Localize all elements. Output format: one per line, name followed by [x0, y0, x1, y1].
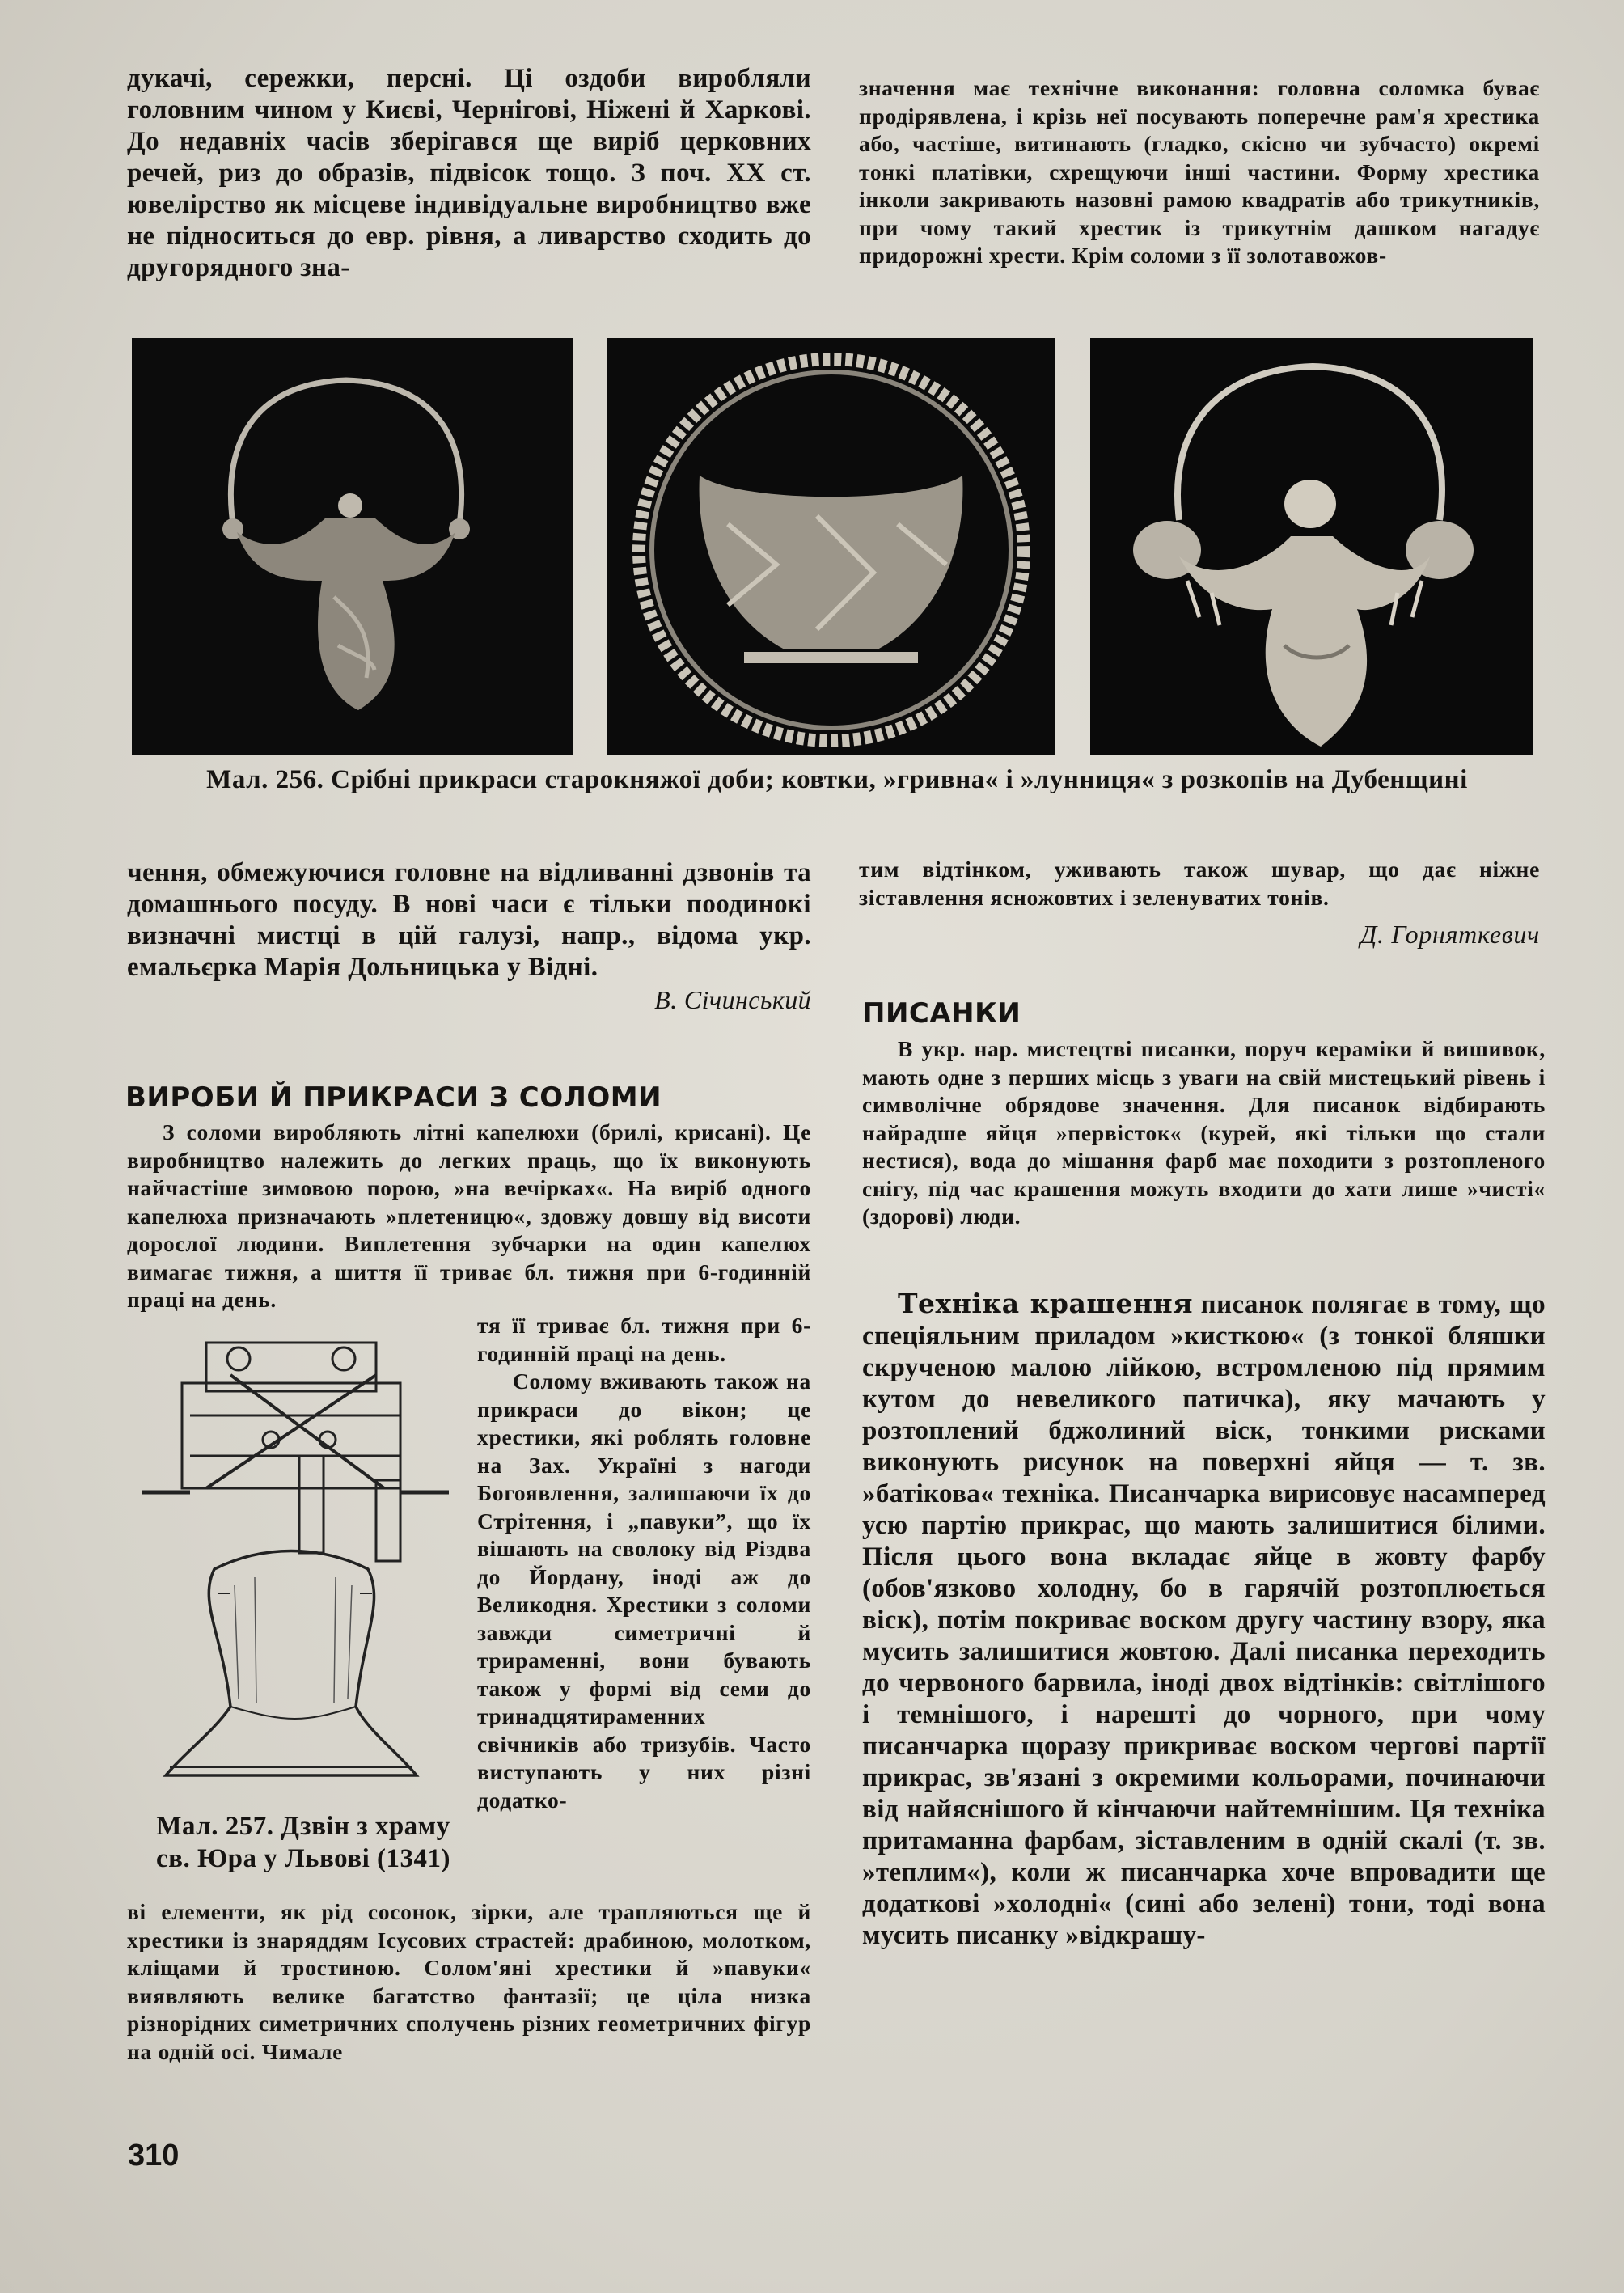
page-number: 310	[128, 2139, 180, 2172]
text-straw-narrow	[477, 1312, 811, 1814]
paragraph: Солому вживають також на прикраси до вікон; це хрестики, які роблять головне на Зах. Україні з нагоди Богоявлення, залишаючи їх до Стрітення, і „павуки”, що їх вішають на сволоку від Різдва до Йордану, іноді аж до Великодня. Хрестики з соломи завжди симетричні й трираменні, вони бувають також у формі від семи до тринадцятираменних свічників або тризубів. Часто виступають у них різні додатко-	[477, 1369, 811, 1813]
paragraph: дукачі, сережки, персні. Ці оздоби виробляли головним чином у Києві, Чернігові, Ніжені й Харкові. До недавніх часів зберігався ще виріб церковних речей, риз до образів, підвісок тощо. З поч. XX ст. ювелірство як місцеве індивідуальне виробництво вже не підноситься до евр. рівня, а ливарство сходить до другорядного зна-	[127, 64, 811, 282]
paragraph: чення, обмежуючися головне на відливанні дзвонів та домашнього посуду. В нові часи є тільки поодинокі визначні мистці в цій галузі, напр., відома укр. емальєрка Марія Дольницька у Відні.	[127, 858, 811, 982]
text-pysanky-intro	[862, 1035, 1546, 1231]
text-column-mid-left	[127, 857, 811, 1016]
text-column-mid-right	[859, 856, 1540, 950]
text-column-top-left	[127, 63, 811, 284]
section-heading-straw: ВИРОБИ Й ПРИКРАСИ З СОЛОМИ	[125, 1081, 662, 1114]
paragraph	[862, 1288, 1546, 1952]
paragraph: тим відтінком, уживають також шувар, що дає ніжне зіставлення ясножовтих і зеленуватих тонів.	[859, 857, 1540, 910]
author-signature: В. Січинський	[654, 985, 811, 1014]
photo-earring-1	[132, 338, 573, 755]
text-column-top-right	[859, 74, 1540, 270]
bold-term: Техніка крашення	[898, 1288, 1194, 1319]
paragraph-body: писанок полягає в тому, що спеціяльним приладом »кисткою« (з тонкої бляшки скрученою малою лійкою, встромленою під прямим кутом до невеликого патичка), яку мачають у розтоплений бджолиний віск, тонкими рисками виконують рисунок на поверхні яйця — т. зв. »батікова« техніка. Писанчарка вирисовує насамперед усю партію прикрас, що мають залишитися білими. Після цього вона вкладає яйце в жовту фарбу (обов'язково холодну, бо в гарячій розтоплюється віск), потім покриває воском другу частину взору, яка мусить залишитися жовтою. Далі писанка переходить до червоного барвила, іноді двох відтінків: світлішого і темнішого, і нарешті до чорного, при чому писанчарка щоразу прикриває воском чергові партії прикрас, зв'язані з окремими кольорами, починаючи від найяснішого й кінчаючи найтемнішим. Ця техніка притаманна фарбам, зіставленим в одній скалі (т. зв. »теплим«), коли ж писанчарка хоче впровадити ще додаткові »холодні« (сині або зелені) тони, тоді вона мусить писанку »відкрашу-	[862, 1290, 1546, 1950]
figure-256-caption: Мал. 256. Срібні прикраси старокняжої доби; ковтки, »гривна« і »лунниця« з розкопів на Дубенщині	[206, 765, 1468, 794]
author-signature: Д. Горняткевич	[1360, 920, 1540, 949]
paragraph: ві елементи, як рід сосонок, зірки, але трапляються ще й хрестики із знаряддям Ісусових страстей: драбиною, молотком, кліщами й тростиною. Солом'яні хрестики й »павуки« виявляють велике багатство фантазії; це ціла низка різнорідних симетричних сполучень різних геометричних фігур на одній осі. Чимале	[127, 1899, 811, 2064]
paragraph: В укр. нар. мистецтві писанки, поруч кераміки й вишивок, мають одне з перших місць з уваги на свій мистецький рівень і символічне обрядове значення. Для писанок відбирають найрадше яйця »первісток« (курей, які тільки що стали нестися), вода до мішання фарб має походити з розтопленого снігу, під час крашення можуть входити до хати лише »чисті« (здорові) люди.	[862, 1036, 1546, 1229]
figure-257-bell-drawing	[142, 1326, 465, 1804]
figure-257-caption: Мал. 257. Дзвін з храму св. Юра у Львові (1341)	[155, 1812, 450, 1873]
photo-hryvna	[607, 338, 1055, 755]
photo-earring-2	[1090, 338, 1533, 755]
text-straw-intro	[127, 1119, 811, 1314]
text-pysanky-main	[862, 1288, 1546, 1952]
paragraph: тя її триває бл. тижня при 6-годинній праці на день.	[477, 1313, 811, 1366]
paragraph: З соломи виробляють літні капелюхи (брилі, крисані). Це виробництво належить до легких праць, що їх виконують найчастіше зимовою порою, »на вечірках«. На виріб одного капелюха призначають »плетеницю«, здовжу довшу від висоти дорослої людини. Виплетення зубчарки на один капелюх вимагає тижня, а шиття її триває бл. тижня при 6-годинній праці на день.	[127, 1119, 811, 1312]
paragraph: значення має технічне виконання: головна соломка буває продірявлена, і крізь неї посувають поперечне рам'я хрестика або, частіше, витинають (гладко, скісно чи зубчасто) окремі тонкі платівки, схрещуючи інші частини. Форму хрестика інколи закривають назовні рамою квадратів або трикутників, при чому такий хрестик із трикутнім дашком нагадує придорожні хрести. Крім соломи з її золотавожов-	[859, 75, 1540, 268]
text-straw-tail	[127, 1898, 811, 2066]
section-heading-pysanky: ПИСАНКИ	[862, 997, 1021, 1030]
